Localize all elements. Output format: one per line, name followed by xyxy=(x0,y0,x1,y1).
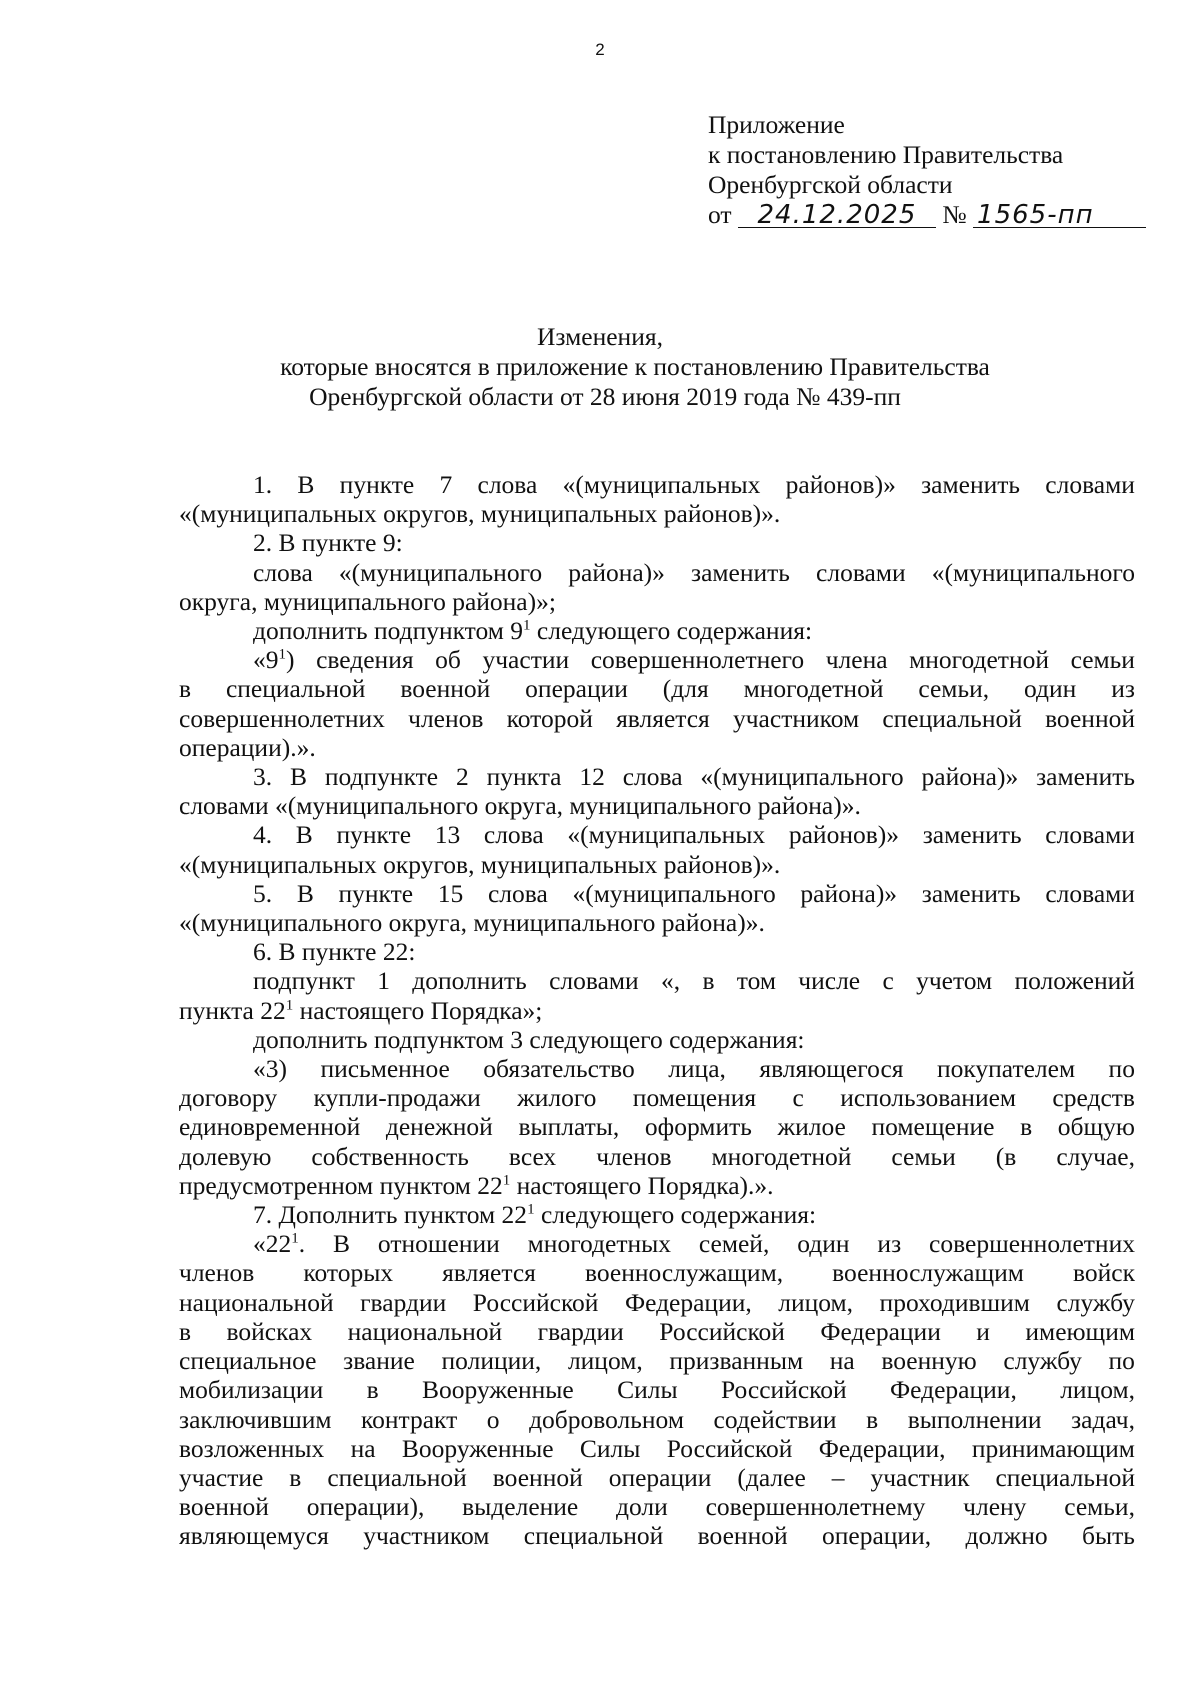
body-word: содействии xyxy=(713,1404,837,1434)
appendix-header xyxy=(708,110,1146,230)
body-word: «(муниципального xyxy=(572,878,776,908)
document-title xyxy=(0,322,1200,412)
body-word: использованием xyxy=(840,1083,1017,1113)
body-word: специальное xyxy=(179,1346,317,1376)
body-text: пункта 22 xyxy=(179,995,286,1025)
body-word: военной xyxy=(492,1462,583,1492)
body-word: национальной xyxy=(347,1316,503,1346)
body-word: письменное xyxy=(320,1054,450,1084)
body-word: совершеннолетних xyxy=(179,703,385,733)
body-word: членов xyxy=(596,1141,672,1171)
body-word: операции xyxy=(525,674,628,704)
body-line xyxy=(179,1229,1135,1258)
body-word: словами xyxy=(1045,470,1135,499)
body-word: В xyxy=(295,820,313,850)
body-word: В xyxy=(333,1229,351,1259)
superscript: 1 xyxy=(291,1230,299,1247)
body-word: словами xyxy=(549,966,639,996)
body-word: слова xyxy=(483,820,544,850)
body-line xyxy=(179,1054,1135,1083)
body-word: «(муниципального xyxy=(700,762,904,792)
page-number: 2 xyxy=(595,40,605,59)
body-word: 4. xyxy=(253,820,273,850)
body-word: районов)» xyxy=(785,470,896,499)
body-word: района)» xyxy=(921,762,1019,792)
body-word: задач, xyxy=(1071,1404,1135,1434)
body-word: являющегося xyxy=(759,1054,904,1084)
body-word: Силы xyxy=(579,1433,641,1463)
body-line xyxy=(179,966,1135,995)
body-word: военной xyxy=(400,674,491,704)
title-line-1: Изменения, xyxy=(537,322,663,351)
body-word: словами xyxy=(1045,878,1135,908)
body-word: семьи xyxy=(1070,645,1135,675)
body-word: заменить xyxy=(921,878,1021,908)
body-line xyxy=(179,1258,1135,1287)
body-word: числе xyxy=(798,966,861,996)
body-word: лицом, xyxy=(567,1346,643,1376)
body-line xyxy=(179,850,1135,879)
body-word: являющемуся xyxy=(179,1521,329,1551)
appendix-line-1: Приложение xyxy=(708,110,845,139)
body-word: службу xyxy=(1056,1287,1135,1317)
body-word: участником xyxy=(732,703,860,733)
body-word: средств xyxy=(1052,1083,1135,1113)
body-word: из xyxy=(877,1229,902,1259)
body-word: Федерации, xyxy=(624,1287,752,1317)
body-line xyxy=(179,1375,1135,1404)
body-word: войсках xyxy=(226,1316,313,1346)
handwritten-number: 1565-пп xyxy=(973,203,1146,228)
body-line xyxy=(179,1317,1135,1346)
body-word: отношении xyxy=(377,1229,500,1259)
body-word: выплаты, xyxy=(518,1112,620,1142)
body-word: лицом, xyxy=(1060,1375,1135,1405)
body-word: доли xyxy=(616,1492,668,1522)
body-word: по xyxy=(1108,1346,1135,1376)
body-text-after: следующего содержания: xyxy=(534,1200,817,1230)
body-word: членов xyxy=(408,703,484,733)
body-word: с xyxy=(882,966,894,996)
body-word: покупателем xyxy=(936,1054,1076,1084)
body-word: о xyxy=(486,1404,500,1434)
body-word: слова xyxy=(253,557,313,587)
body-word: словами xyxy=(1045,820,1135,850)
body-text: «(муниципальных округов, муниципальных районов)». xyxy=(179,499,781,529)
body-line xyxy=(179,1346,1135,1375)
body-word: специальной xyxy=(882,703,1022,733)
body-word: пункта xyxy=(486,762,562,792)
body-text: 6. В пункте 22: xyxy=(253,937,416,967)
body-word: по xyxy=(1108,1054,1135,1084)
body-line xyxy=(179,1434,1135,1463)
body-text: «(муниципального округа, муниципального района)». xyxy=(179,908,765,938)
body-word: многодетной xyxy=(711,1141,852,1171)
body-line xyxy=(179,733,1135,762)
body-word: участии xyxy=(482,645,570,675)
body-word: из xyxy=(1111,674,1135,704)
body-word: специальной xyxy=(523,1521,664,1551)
body-word: операции), xyxy=(306,1492,425,1522)
body-word: добровольном xyxy=(529,1404,684,1434)
body-word: которых xyxy=(303,1258,394,1288)
body-word: участие xyxy=(179,1462,264,1492)
number-label: № xyxy=(942,200,967,229)
handwritten-date: 24.12.2025 xyxy=(738,203,936,228)
body-word: учетом xyxy=(916,966,993,996)
body-line xyxy=(179,470,1135,499)
body-line xyxy=(179,1288,1135,1317)
body-word: (для xyxy=(662,674,709,704)
appendix-line-4 xyxy=(708,200,1146,230)
body-word: совершеннолетнему xyxy=(705,1492,926,1522)
body-word: положений xyxy=(1014,966,1135,996)
body-word: 7 xyxy=(439,470,453,499)
body-word: том xyxy=(736,966,776,996)
body-word: семей, xyxy=(698,1229,770,1259)
body-line xyxy=(179,1171,1135,1200)
body-word: Федерации xyxy=(820,1316,941,1346)
body-text: дополнить подпунктом 3 следующего содержания: xyxy=(253,1024,805,1054)
body-word: семьи, xyxy=(918,674,990,704)
superscript: 1 xyxy=(278,646,286,663)
body-word: Федерации, xyxy=(890,1375,1017,1405)
body-word: подпункт xyxy=(253,966,355,996)
body-word: собственность xyxy=(311,1141,469,1171)
body-word: слова xyxy=(477,470,538,499)
body-text: 2. В пункте 9: xyxy=(253,528,403,558)
body-word: Силы xyxy=(617,1375,678,1405)
body-word: 1. xyxy=(253,470,273,499)
body-word: словами xyxy=(816,557,906,587)
body-word: лица, xyxy=(668,1054,726,1084)
body-word: Российской xyxy=(720,1375,847,1405)
body-word: военную xyxy=(881,1346,977,1376)
body-word: Российской xyxy=(666,1433,793,1463)
body-word: в xyxy=(366,1375,379,1405)
body-word: 15 xyxy=(437,878,464,908)
body-word: военной xyxy=(179,1492,269,1522)
body-word: пункте xyxy=(338,878,414,908)
body-word: Вооруженные xyxy=(422,1375,574,1405)
appendix-line-3: Оренбургской области xyxy=(708,170,953,199)
body-word: «(муниципального xyxy=(931,557,1135,587)
body-word: купли-продажи xyxy=(313,1083,481,1113)
title-line-3: Оренбургской области от 28 июня 2019 года № 439-пп xyxy=(309,382,901,411)
body-text-after: следующего содержания: xyxy=(530,616,813,646)
body-word: в xyxy=(179,674,192,704)
body-line xyxy=(179,1112,1135,1141)
body-word: района)» xyxy=(568,557,665,587)
title-line-2: которые вносятся в приложение к постановлению Правительства xyxy=(280,352,990,381)
superscript: 1 xyxy=(502,1172,511,1189)
body-line xyxy=(179,587,1135,616)
body-word: в xyxy=(289,1462,302,1492)
body-word: «(муниципальных xyxy=(567,820,766,850)
body-text-after: настоящего Порядка»; xyxy=(293,995,543,1025)
body-word: 1 xyxy=(377,966,390,996)
body-word: 12 xyxy=(579,762,605,792)
body-word: должно xyxy=(965,1521,1048,1551)
body-word: – xyxy=(831,1462,845,1492)
body-word: в xyxy=(1020,1112,1033,1142)
body-line xyxy=(179,820,1135,849)
body-word: слова xyxy=(487,878,548,908)
body-word: 13 xyxy=(434,820,461,850)
body-word: сведения xyxy=(316,645,414,675)
body-word: семьи xyxy=(891,1141,956,1171)
body-word: военной xyxy=(697,1521,788,1551)
body-word: специальной xyxy=(225,674,366,704)
body-word: семьи, xyxy=(1064,1492,1135,1522)
body-line xyxy=(179,1025,1135,1054)
body-word: многодетной xyxy=(909,645,1049,675)
body-word: военнослужащим, xyxy=(584,1258,784,1288)
body-word: быть xyxy=(1082,1521,1135,1551)
body-line xyxy=(179,791,1135,820)
body-word: на xyxy=(829,1346,855,1376)
body-word: подпункте xyxy=(324,762,439,792)
body-word: один xyxy=(797,1229,850,1259)
body-word: проходившим xyxy=(879,1287,1030,1317)
body-word: национальной xyxy=(179,1287,334,1317)
body-line xyxy=(179,674,1135,703)
body-word: принимающим xyxy=(971,1433,1135,1463)
body-word: члену xyxy=(963,1492,1027,1522)
body-word: оформить xyxy=(644,1112,752,1142)
body-word: заключившим xyxy=(179,1404,332,1434)
body-word: многодетной xyxy=(743,674,884,704)
body-word: лицом, xyxy=(778,1287,854,1317)
body-word: «$9^1$) xyxy=(253,645,295,675)
body-line xyxy=(179,1492,1135,1521)
body-word: участником xyxy=(363,1521,490,1551)
body-word: возложенных xyxy=(179,1433,325,1463)
body-word: В xyxy=(296,878,314,908)
body-word: общую xyxy=(1057,1112,1135,1142)
body-word: члена xyxy=(825,645,888,675)
body-word: Российской xyxy=(472,1287,599,1317)
body-text: предусмотренном пунктом 22 xyxy=(179,1170,503,1200)
body-word: долевую xyxy=(179,1141,272,1171)
document-body xyxy=(179,470,1135,1551)
body-word: районов)» xyxy=(788,820,900,850)
body-word: многодетных xyxy=(527,1229,672,1259)
body-word: «(муниципального xyxy=(338,557,543,587)
body-word: помещение xyxy=(871,1112,995,1142)
body-word: совершеннолетних xyxy=(929,1229,1135,1259)
body-word: пункте xyxy=(336,820,412,850)
body-text: дополнить подпунктом 9 xyxy=(253,616,524,646)
body-word: «(муниципальных xyxy=(562,470,761,499)
body-word: которой xyxy=(506,703,593,733)
body-line xyxy=(179,704,1135,733)
body-word: (в xyxy=(995,1141,1017,1171)
body-word: единовременной xyxy=(179,1112,361,1142)
superscript: 1 xyxy=(285,997,294,1014)
body-word: и xyxy=(976,1316,990,1346)
body-text: операции).». xyxy=(179,732,316,762)
body-word: случае, xyxy=(1056,1141,1135,1171)
body-word: обязательство xyxy=(483,1054,635,1084)
body-line xyxy=(179,879,1135,908)
body-word: 2 xyxy=(455,762,469,792)
body-word: специальной xyxy=(995,1462,1135,1492)
body-line xyxy=(179,1200,1135,1229)
body-word: выделение xyxy=(462,1492,579,1522)
body-line xyxy=(179,908,1135,937)
body-word: заменить xyxy=(691,557,790,587)
body-line xyxy=(179,1463,1135,1492)
superscript: 1 xyxy=(527,1201,535,1218)
body-line xyxy=(179,937,1135,966)
body-word: денежной xyxy=(385,1112,493,1142)
body-word: Вооруженные xyxy=(401,1433,554,1463)
body-word: с xyxy=(792,1083,804,1113)
body-line xyxy=(179,1083,1135,1112)
body-word: войск xyxy=(1073,1258,1135,1288)
body-line xyxy=(179,645,1135,674)
body-word: участник xyxy=(870,1462,970,1492)
body-word: жилое xyxy=(777,1112,846,1142)
body-line xyxy=(179,1521,1135,1550)
body-line xyxy=(179,762,1135,791)
body-word: гвардии xyxy=(537,1316,624,1346)
body-text: 7. Дополнить пунктом 22 xyxy=(253,1200,528,1230)
body-word: гвардии xyxy=(360,1287,447,1317)
body-word: об xyxy=(435,645,461,675)
body-word: Федерации, xyxy=(818,1433,946,1463)
body-word: 3. xyxy=(253,762,273,792)
body-word: в xyxy=(702,966,715,996)
body-word: в xyxy=(179,1316,192,1346)
body-word: в xyxy=(866,1404,879,1434)
body-word: «$22^1$. xyxy=(253,1229,306,1259)
body-word: жилого xyxy=(517,1083,597,1113)
body-word: заменить xyxy=(921,470,1021,499)
body-text: округа, муниципального района)»; xyxy=(179,586,556,616)
body-word: военной xyxy=(1045,703,1135,733)
body-line xyxy=(179,616,1135,645)
body-word: членов xyxy=(179,1258,255,1288)
body-word: совершеннолетнего xyxy=(590,645,805,675)
body-word: на xyxy=(350,1433,376,1463)
body-word: слова xyxy=(622,762,683,792)
body-word: является xyxy=(442,1258,536,1288)
body-line xyxy=(179,528,1135,557)
body-word: имеющим xyxy=(1025,1316,1135,1346)
from-label: от xyxy=(708,200,732,229)
body-word: всех xyxy=(508,1141,557,1171)
body-line xyxy=(179,1142,1135,1171)
body-text: «(муниципальных округов, муниципальных районов)». xyxy=(179,849,781,879)
body-word: района)» xyxy=(800,878,898,908)
body-word: дополнить xyxy=(412,966,527,996)
body-word: операции, xyxy=(822,1521,932,1551)
body-word: «, xyxy=(661,966,681,996)
body-word: контракт xyxy=(361,1404,458,1434)
body-word: мобилизации xyxy=(179,1375,324,1405)
body-line xyxy=(179,1405,1135,1434)
body-word: заменить xyxy=(1036,762,1135,792)
body-word: выполнении xyxy=(907,1404,1042,1434)
superscript: 1 xyxy=(523,617,531,634)
body-word: военнослужащим xyxy=(832,1258,1024,1288)
body-line xyxy=(179,996,1135,1025)
body-line xyxy=(179,499,1135,528)
body-word: является xyxy=(616,703,710,733)
body-word: В xyxy=(297,470,315,499)
body-word: один xyxy=(1024,674,1077,704)
body-word: полиции, xyxy=(441,1346,542,1376)
body-word: (далее xyxy=(737,1462,806,1492)
body-word: Российской xyxy=(659,1316,785,1346)
body-word: службу xyxy=(1003,1346,1082,1376)
body-word: помещения xyxy=(632,1083,757,1113)
appendix-line-2: к постановлению Правительства xyxy=(708,140,1064,169)
body-word: призванным xyxy=(669,1346,804,1376)
body-line xyxy=(179,558,1135,587)
body-word: операции xyxy=(608,1462,712,1492)
body-text: словами «(муниципального округа, муниципального района)». xyxy=(179,791,861,821)
body-word: пункте xyxy=(339,470,415,499)
body-word: договору xyxy=(179,1083,278,1113)
body-word: 5. xyxy=(253,878,273,908)
body-word: «3) xyxy=(253,1054,287,1084)
body-text-after: настоящего Порядка).». xyxy=(510,1170,774,1200)
body-word: звание xyxy=(343,1346,415,1376)
body-word: В xyxy=(290,762,308,792)
body-word: специальной xyxy=(327,1462,467,1492)
body-word: заменить xyxy=(922,820,1022,850)
